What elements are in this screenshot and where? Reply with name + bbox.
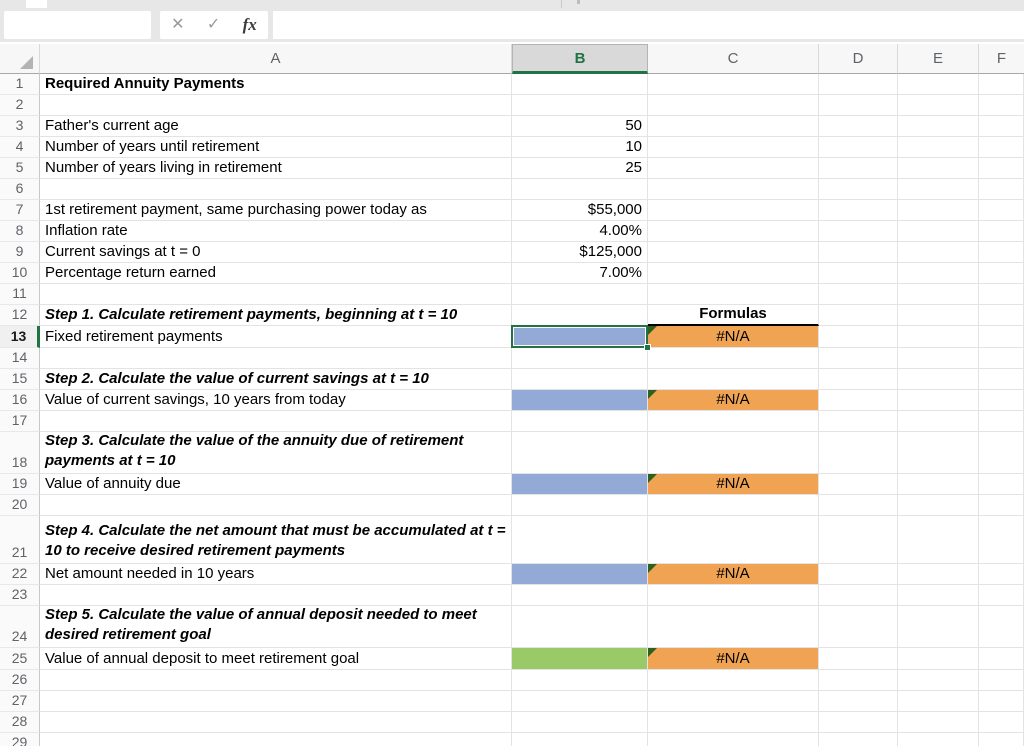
sheet-grid	[0, 74, 1024, 746]
cell-f[interactable]	[979, 733, 1024, 746]
select-all-corner[interactable]	[0, 44, 40, 74]
cell-d[interactable]	[819, 516, 898, 564]
cell-e[interactable]	[898, 564, 979, 585]
cell-e[interactable]	[898, 648, 979, 670]
column-headers	[0, 44, 1024, 74]
cell-c[interactable]	[648, 606, 819, 648]
cell-f[interactable]	[979, 137, 1024, 158]
row-header[interactable]: 1	[0, 74, 40, 95]
cell-e[interactable]	[898, 432, 979, 474]
cell-d[interactable]	[819, 348, 898, 369]
cell-e[interactable]	[898, 95, 979, 116]
sheet-row	[0, 242, 1024, 263]
insert-function-icon[interactable]: fx	[242, 15, 257, 34]
cell-d[interactable]	[819, 305, 898, 326]
row-header[interactable]: 7	[0, 200, 40, 221]
cell-b[interactable]	[512, 179, 648, 200]
row-header[interactable]: 20	[0, 495, 40, 516]
column-header-a[interactable]: A	[40, 44, 512, 74]
cell-a[interactable]: Current savings at t = 0	[40, 242, 512, 263]
cell-c[interactable]	[648, 74, 819, 95]
cell-c[interactable]	[648, 116, 819, 137]
cell-a[interactable]: Value of annual deposit to meet retirement goal	[40, 648, 512, 670]
cell-b[interactable]	[512, 712, 648, 733]
selection-fill-handle[interactable]	[644, 344, 651, 351]
error-flag-icon	[648, 564, 657, 573]
cell-f[interactable]	[979, 95, 1024, 116]
error-value: #N/A	[716, 475, 750, 492]
cell-a[interactable]	[40, 179, 512, 200]
row-header[interactable]: 9	[0, 242, 40, 263]
cancel-icon[interactable]: ✕	[171, 16, 185, 33]
sheet-row	[0, 712, 1024, 733]
sheet-row	[0, 284, 1024, 305]
column-header-d[interactable]: D	[819, 44, 898, 74]
sheet-row	[0, 137, 1024, 158]
sheet-row	[0, 221, 1024, 242]
cell-d[interactable]	[819, 221, 898, 242]
cell-d[interactable]	[819, 137, 898, 158]
cell-f[interactable]	[979, 263, 1024, 284]
cell-d[interactable]	[819, 733, 898, 746]
cell-c[interactable]	[648, 390, 819, 411]
cell-b[interactable]	[512, 95, 648, 116]
cell-c[interactable]	[648, 263, 819, 284]
cell-b[interactable]	[512, 516, 648, 564]
row-header[interactable]: 14	[0, 348, 40, 369]
confirm-icon[interactable]: ✓	[206, 16, 221, 33]
sheet-row	[0, 648, 1024, 670]
cell-b[interactable]	[512, 284, 648, 305]
cell-e[interactable]	[898, 369, 979, 390]
toolbar-notch	[26, 0, 47, 8]
formulas-header-label: Formulas	[699, 305, 767, 322]
cell-b[interactable]	[512, 390, 648, 411]
sheet-row	[0, 474, 1024, 495]
cell-e[interactable]	[898, 495, 979, 516]
cell-d[interactable]	[819, 712, 898, 733]
cell-e[interactable]	[898, 712, 979, 733]
sheet-row	[0, 390, 1024, 411]
error-value: #N/A	[716, 650, 750, 667]
cell-f[interactable]	[979, 495, 1024, 516]
formula-button-group	[160, 11, 268, 39]
row-header[interactable]: 28	[0, 712, 40, 733]
row-header[interactable]: 29	[0, 733, 40, 746]
error-flag-icon	[648, 326, 657, 335]
cell-b[interactable]: $125,000	[512, 242, 648, 263]
cell-c[interactable]	[648, 670, 819, 691]
cell-e[interactable]	[898, 606, 979, 648]
cell-e[interactable]	[898, 733, 979, 746]
cell-e[interactable]	[898, 200, 979, 221]
error-value: #N/A	[716, 328, 750, 345]
cell-e[interactable]	[898, 390, 979, 411]
cell-a[interactable]	[40, 733, 512, 746]
top-toolbar-strip	[0, 0, 1024, 8]
selection-border	[511, 325, 648, 348]
cell-f[interactable]	[979, 606, 1024, 648]
cell-a[interactable]: 1st retirement payment, same purchasing power today as	[40, 200, 512, 221]
cell-e[interactable]	[898, 158, 979, 179]
cell-e[interactable]	[898, 263, 979, 284]
cell-f[interactable]	[979, 585, 1024, 606]
cell-e[interactable]	[898, 691, 979, 712]
sheet-row	[0, 158, 1024, 179]
cell-f[interactable]	[979, 432, 1024, 474]
sheet-row	[0, 179, 1024, 200]
cell-f[interactable]	[979, 411, 1024, 432]
column-header-b[interactable]: B	[512, 44, 648, 74]
row-header[interactable]: 17	[0, 411, 40, 432]
cell-d[interactable]	[819, 474, 898, 495]
cell-a[interactable]	[40, 691, 512, 712]
row-header[interactable]: 25	[0, 648, 40, 670]
row-header[interactable]: 24	[0, 606, 40, 648]
cell-b[interactable]: 10	[512, 137, 648, 158]
cell-b[interactable]	[512, 733, 648, 746]
cell-c[interactable]	[648, 474, 819, 495]
cell-c[interactable]	[648, 691, 819, 712]
toolbar-tick	[577, 0, 580, 4]
cell-d[interactable]	[819, 158, 898, 179]
cell-c[interactable]	[648, 137, 819, 158]
sheet-row	[0, 200, 1024, 221]
sheet-row	[0, 263, 1024, 284]
cell-c[interactable]	[648, 305, 819, 326]
row-header[interactable]: 11	[0, 284, 40, 305]
column-header-f[interactable]: F	[979, 44, 1024, 74]
cell-f[interactable]	[979, 516, 1024, 564]
row-header[interactable]: 21	[0, 516, 40, 564]
cell-f[interactable]	[979, 116, 1024, 137]
cell-e[interactable]	[898, 474, 979, 495]
cell-c[interactable]	[648, 585, 819, 606]
row-header[interactable]: 22	[0, 564, 40, 585]
cell-c[interactable]	[648, 564, 819, 585]
cell-a[interactable]: Father's current age	[40, 116, 512, 137]
error-value: #N/A	[716, 565, 750, 582]
sheet-row	[0, 585, 1024, 606]
cell-d[interactable]	[819, 670, 898, 691]
cell-b[interactable]	[512, 564, 648, 585]
cell-b[interactable]	[512, 585, 648, 606]
row-header[interactable]: 8	[0, 221, 40, 242]
sheet-row	[0, 733, 1024, 746]
cell-b[interactable]	[512, 411, 648, 432]
sheet-row	[0, 95, 1024, 116]
cell-b[interactable]	[512, 369, 648, 390]
cell-c[interactable]	[648, 348, 819, 369]
sheet-row	[0, 116, 1024, 137]
cell-e[interactable]	[898, 116, 979, 137]
cell-e[interactable]	[898, 284, 979, 305]
cell-c[interactable]	[648, 733, 819, 746]
cell-f[interactable]	[979, 691, 1024, 712]
cell-b[interactable]	[512, 326, 648, 348]
cell-b[interactable]	[512, 691, 648, 712]
cell-d[interactable]	[819, 369, 898, 390]
cell-d[interactable]	[819, 242, 898, 263]
sheet-row	[0, 369, 1024, 390]
cell-a[interactable]: Step 3. Calculate the value of the annuity due of retirement payments at t = 10	[40, 432, 512, 474]
sheet-row	[0, 305, 1024, 326]
row-header[interactable]: 3	[0, 116, 40, 137]
cell-f[interactable]	[979, 179, 1024, 200]
cell-f[interactable]	[979, 712, 1024, 733]
row-header[interactable]: 19	[0, 474, 40, 495]
cell-d[interactable]	[819, 648, 898, 670]
error-flag-icon	[648, 474, 657, 483]
row-header[interactable]: 26	[0, 670, 40, 691]
column-header-c[interactable]: C	[648, 44, 819, 74]
cell-f[interactable]	[979, 348, 1024, 369]
cell-a[interactable]: Number of years until retirement	[40, 137, 512, 158]
cell-c[interactable]	[648, 432, 819, 474]
cell-d[interactable]	[819, 390, 898, 411]
cell-a[interactable]: Fixed retirement payments	[40, 326, 512, 348]
sheet-row	[0, 348, 1024, 369]
cell-b[interactable]	[512, 648, 648, 670]
cell-b[interactable]	[512, 432, 648, 474]
sheet-row	[0, 516, 1024, 564]
row-header[interactable]: 6	[0, 179, 40, 200]
cell-c[interactable]	[648, 411, 819, 432]
cell-f[interactable]	[979, 564, 1024, 585]
cell-d[interactable]	[819, 495, 898, 516]
cell-e[interactable]	[898, 221, 979, 242]
cell-c[interactable]	[648, 326, 819, 348]
column-header-e[interactable]: E	[898, 44, 979, 74]
cell-f[interactable]	[979, 474, 1024, 495]
cell-a[interactable]: Step 5. Calculate the value of annual deposit needed to meet desired retirement goal	[40, 606, 512, 648]
sheet-row	[0, 564, 1024, 585]
cell-d[interactable]	[819, 606, 898, 648]
row-header[interactable]: 12	[0, 305, 40, 326]
row-header[interactable]: 10	[0, 263, 40, 284]
cell-d[interactable]	[819, 95, 898, 116]
name-box-input[interactable]	[4, 11, 151, 39]
cell-e[interactable]	[898, 305, 979, 326]
cell-e[interactable]	[898, 670, 979, 691]
cell-a[interactable]: Net amount needed in 10 years	[40, 564, 512, 585]
cell-c[interactable]	[648, 242, 819, 263]
cell-e[interactable]	[898, 516, 979, 564]
sheet-row	[0, 432, 1024, 474]
cell-c[interactable]	[648, 495, 819, 516]
cell-d[interactable]	[819, 564, 898, 585]
cell-b[interactable]	[512, 670, 648, 691]
cell-f[interactable]	[979, 200, 1024, 221]
cell-a[interactable]: Number of years living in retirement	[40, 158, 512, 179]
cell-b[interactable]	[512, 305, 648, 326]
row-header[interactable]: 2	[0, 95, 40, 116]
cell-a[interactable]	[40, 495, 512, 516]
cell-c[interactable]	[648, 516, 819, 564]
cell-d[interactable]	[819, 284, 898, 305]
row-header[interactable]: 5	[0, 158, 40, 179]
cell-c[interactable]	[648, 95, 819, 116]
row-header[interactable]: 15	[0, 369, 40, 390]
cell-a[interactable]	[40, 712, 512, 733]
sheet-row	[0, 670, 1024, 691]
cell-b[interactable]: 25	[512, 158, 648, 179]
toolbar-divider	[561, 0, 562, 8]
formula-input[interactable]	[273, 11, 1024, 39]
sheet-row	[0, 606, 1024, 648]
cell-a[interactable]: Value of current savings, 10 years from today	[40, 390, 512, 411]
cell-c[interactable]	[648, 179, 819, 200]
cell-c[interactable]	[648, 369, 819, 390]
cell-f[interactable]	[979, 221, 1024, 242]
cell-a[interactable]: Step 4. Calculate the net amount that must be accumulated at t = 10 to receive desired retirement payments	[40, 516, 512, 564]
row-header[interactable]: 16	[0, 390, 40, 411]
cell-f[interactable]	[979, 648, 1024, 670]
cell-f[interactable]	[979, 670, 1024, 691]
cell-c[interactable]	[648, 648, 819, 670]
cell-d[interactable]	[819, 179, 898, 200]
cell-b[interactable]	[512, 348, 648, 369]
cell-f[interactable]	[979, 369, 1024, 390]
sheet-row	[0, 74, 1024, 95]
cell-b[interactable]	[512, 606, 648, 648]
cell-f[interactable]	[979, 74, 1024, 95]
cell-a[interactable]	[40, 585, 512, 606]
row-header[interactable]: 18	[0, 432, 40, 474]
cell-b[interactable]	[512, 74, 648, 95]
row-header[interactable]: 13	[0, 326, 40, 348]
cell-e[interactable]	[898, 242, 979, 263]
cell-c[interactable]	[648, 200, 819, 221]
error-flag-icon	[648, 648, 657, 657]
cell-a[interactable]: Percentage return earned	[40, 263, 512, 284]
cell-d[interactable]	[819, 411, 898, 432]
sheet-row	[0, 326, 1024, 348]
select-all-triangle-icon	[20, 56, 33, 69]
row-header[interactable]: 4	[0, 137, 40, 158]
cell-a[interactable]: Step 1. Calculate retirement payments, beginning at t = 10	[40, 305, 512, 326]
cell-b[interactable]: $55,000	[512, 200, 648, 221]
cell-d[interactable]	[819, 585, 898, 606]
cell-a[interactable]	[40, 95, 512, 116]
row-header[interactable]: 27	[0, 691, 40, 712]
cell-a[interactable]	[40, 670, 512, 691]
cell-d[interactable]	[819, 326, 898, 348]
cell-e[interactable]	[898, 585, 979, 606]
error-value: #N/A	[716, 391, 750, 408]
cell-f[interactable]	[979, 390, 1024, 411]
cell-e[interactable]	[898, 137, 979, 158]
cell-a[interactable]: Value of annuity due	[40, 474, 512, 495]
cell-f[interactable]	[979, 305, 1024, 326]
cell-a[interactable]: Required Annuity Payments	[40, 74, 512, 95]
cell-d[interactable]	[819, 116, 898, 137]
cell-a[interactable]: Step 2. Calculate the value of current savings at t = 10	[40, 369, 512, 390]
cell-c[interactable]	[648, 221, 819, 242]
error-flag-icon	[648, 390, 657, 399]
cell-a[interactable]	[40, 411, 512, 432]
cell-c[interactable]	[648, 712, 819, 733]
cell-d[interactable]	[819, 74, 898, 95]
sheet-row	[0, 495, 1024, 516]
cell-f[interactable]	[979, 326, 1024, 348]
cell-b[interactable]	[512, 495, 648, 516]
cell-b[interactable]	[512, 474, 648, 495]
sheet-row	[0, 411, 1024, 432]
cell-b[interactable]: 4.00%	[512, 221, 648, 242]
cell-f[interactable]	[979, 158, 1024, 179]
cell-e[interactable]	[898, 411, 979, 432]
cell-d[interactable]	[819, 263, 898, 284]
cell-a[interactable]	[40, 284, 512, 305]
cell-a[interactable]: Inflation rate	[40, 221, 512, 242]
cell-f[interactable]	[979, 242, 1024, 263]
formula-bar	[0, 8, 1024, 42]
cell-d[interactable]	[819, 200, 898, 221]
cell-e[interactable]	[898, 348, 979, 369]
row-header[interactable]: 23	[0, 585, 40, 606]
cell-c[interactable]	[648, 284, 819, 305]
cell-d[interactable]	[819, 691, 898, 712]
cell-b[interactable]: 7.00%	[512, 263, 648, 284]
sheet-row	[0, 691, 1024, 712]
cell-d[interactable]	[819, 432, 898, 474]
cell-a[interactable]	[40, 348, 512, 369]
cell-c[interactable]	[648, 158, 819, 179]
cell-f[interactable]	[979, 284, 1024, 305]
cell-b[interactable]: 50	[512, 116, 648, 137]
cell-e[interactable]	[898, 326, 979, 348]
cell-e[interactable]	[898, 74, 979, 95]
cell-e[interactable]	[898, 179, 979, 200]
